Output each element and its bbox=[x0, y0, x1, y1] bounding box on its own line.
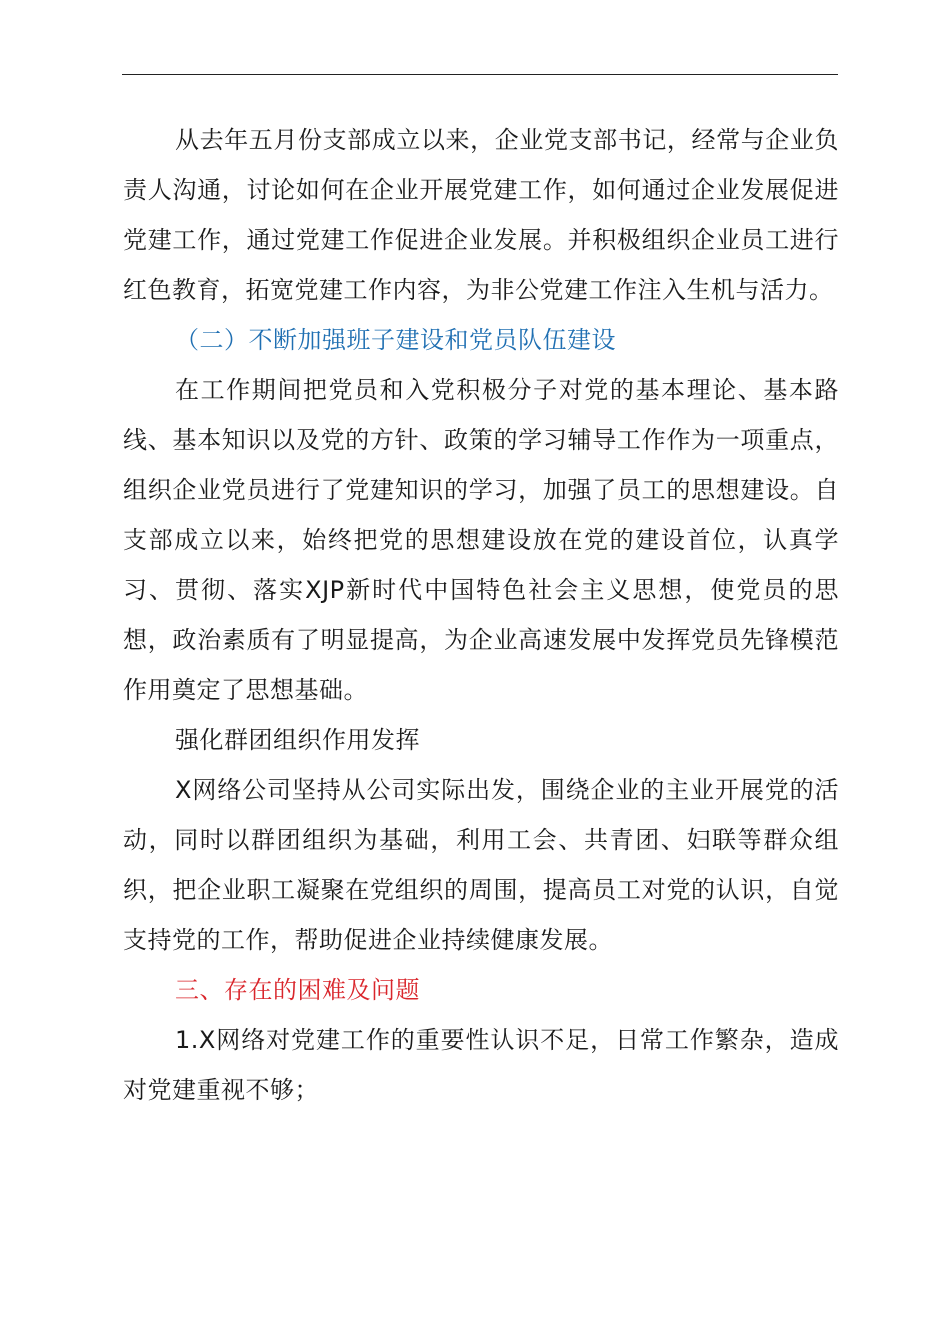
section-heading-team-building: （二）不断加强班子建设和党员队伍建设 bbox=[175, 326, 616, 354]
paragraph-problem-1: 1.X网络对党建工作的重要性认识不足，日常工作繁杂，造成对党建重视不够； bbox=[123, 1026, 839, 1104]
subheading-mass-organizations: 强化群团组织作用发挥 bbox=[175, 726, 420, 754]
section-heading-difficulties: 三、存在的困难及问题 bbox=[175, 976, 420, 1004]
document-body bbox=[123, 115, 839, 1115]
paragraph-study-work: 在工作期间把党员和入党积极分子对党的基本理论、基本路线、基本知识以及党的方针、政策的学习辅导工作作为一项重点，组织企业党员进行了党建知识的学习，加强了员工的思想建设。自支部成立以来，始终把党的思想建设放在党的建设首位，认真学习、贯彻、落实XJP新时代中国特色社会主义思想，使党员的思想，政治素质有了明显提高，为企业高速发展中发挥党员先锋模范作用奠定了思想基础。 bbox=[123, 376, 839, 704]
paragraph-branch-founding: 从去年五月份支部成立以来，企业党支部书记，经常与企业负责人沟通，讨论如何在企业开展党建工作，如何通过企业发展促进党建工作，通过党建工作促进企业发展。并积极组织企业员工进行红色教育，拓宽党建工作内容，为非公党建工作注入生机与活力。 bbox=[123, 126, 839, 304]
header-divider bbox=[122, 74, 838, 75]
paragraph-mass-organizations: X网络公司坚持从公司实际出发，围绕企业的主业开展党的活动，同时以群团组织为基础，利用工会、共青团、妇联等群众组织，把企业职工凝聚在党组织的周围，提高员工对党的认识，自觉支持党的工作，帮助促进企业持续健康发展。 bbox=[123, 776, 839, 954]
